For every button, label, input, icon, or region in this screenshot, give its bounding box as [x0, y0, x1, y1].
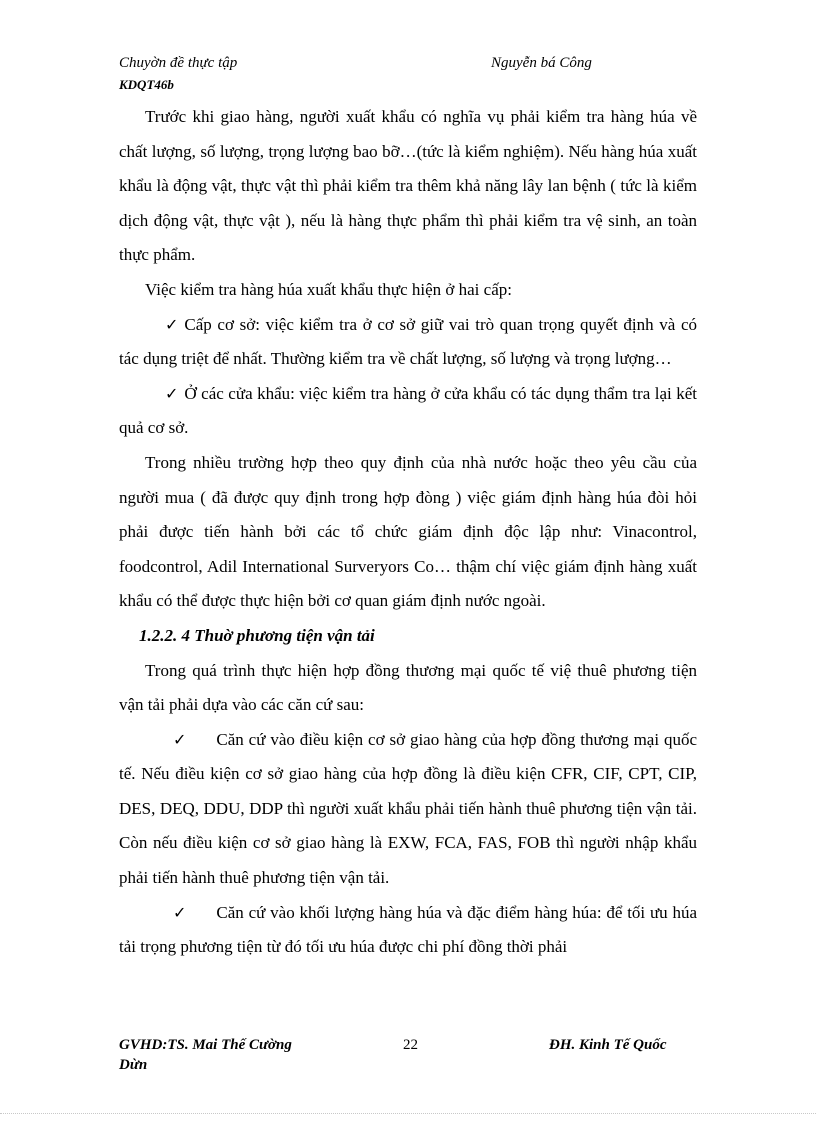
- section-heading: 1.2.2. 4 Thuờ phương tiện vận tải: [139, 625, 375, 645]
- checkmark-icon: ✓: [165, 314, 179, 334]
- header-course-title: Chuyờn đề thực tập: [119, 55, 238, 71]
- footer-university: ĐH. Kinh Tế Quốc: [549, 1037, 667, 1053]
- paragraph-transport-hire: Trong quá trình thực hiện hợp đồng thương mại quốc tế việ thuê phương tiện vận tải phải dựa vào các căn cứ sau:: [119, 660, 697, 715]
- header-author: Nguyễn bá Công: [491, 55, 592, 71]
- checkmark-icon: ✓: [173, 729, 187, 749]
- bullet-delivery-terms: [119, 723, 697, 896]
- paragraph-inspection-levels: Việc kiểm tra hàng húa xuất khẩu thực hiện ở hai cấp:: [145, 279, 512, 299]
- checkmark-icon: ✓: [165, 383, 179, 403]
- bullet-text: Ở các cửa khẩu: việc kiểm tra hàng ở cửa khẩu có tác dụng thẩm tra lại kết quả cơ sở.: [119, 383, 697, 438]
- bullet-cargo-volume: [119, 896, 697, 965]
- header-class-code: KDQT46b: [119, 77, 174, 92]
- bullet-border-gate: [119, 377, 697, 446]
- document-body: [119, 100, 697, 965]
- bullet-text: Cấp cơ sở: việc kiểm tra ở cơ sở giữ vai trò quan trọng quyết định và có tác dụng triệt để nhất. Thường kiểm tra về chất lượng, số lượng và trọng lượng…: [119, 314, 697, 369]
- paragraph-independent-inspection: Trong nhiều trường hợp theo quy định của nhà nước hoặc theo yêu cầu của người mua ( đã được quy định trong hợp đòng ) việc giám định hàng húa đòi hỏi phải được tiến hành bởi các tổ chức giám định độc lập như: Vinacontrol, foodcontrol, Adil International Surveryors Co… thậm chí việc giám định hàng xuất khẩu có thể được thực hiện bởi cơ quan giám định nước ngoài.: [119, 452, 697, 611]
- paragraph-inspection-intro: Trước khi giao hàng, người xuất khẩu có nghĩa vụ phải kiểm tra hàng húa về chất lượng, số lượng, trọng lượng bao bỡ…(tức là kiểm nghiệm). Nếu hàng húa xuất khẩu là động vật, thực vật thì phải kiểm tra thêm khả năng lây lan bệnh ( tức là kiểm dịch động vật, thực vật ), nếu là hàng thực phẩm thì phải kiểm tra vệ sinh, an toàn thực phẩm.: [119, 107, 697, 265]
- bullet-text: Căn cứ vào khối lượng hàng húa và đặc điểm hàng húa: để tối ưu húa tải trọng phương tiện từ đó tối ưu húa được chi phí đồng thời phải: [119, 902, 697, 957]
- checkmark-icon: ✓: [173, 902, 187, 922]
- bullet-text: Căn cứ vào điều kiện cơ sở giao hàng của hợp đồng thương mại quốc tế. Nếu điều kiện cơ sở giao hàng của hợp đồng là điều kiện CFR, CIF, CPT, CIP, DES, DEQ, DDU, DDP thì người xuất khẩu phải tiến hành thuê phương tiện vận tải. Còn nếu điều kiện cơ sở giao hàng là EXW, FCA, FAS, FOB thì người nhập khẩu phải tiến hành thuê phương tiện vận tải.: [119, 729, 697, 888]
- page-bottom-divider: [0, 1113, 816, 1114]
- bullet-base-level: [119, 308, 697, 377]
- page-number: 22: [403, 1037, 418, 1053]
- footer-supervisor-cont: Dừn: [119, 1057, 148, 1073]
- footer-supervisor: GVHD:TS. Mai Thế Cường: [119, 1037, 292, 1053]
